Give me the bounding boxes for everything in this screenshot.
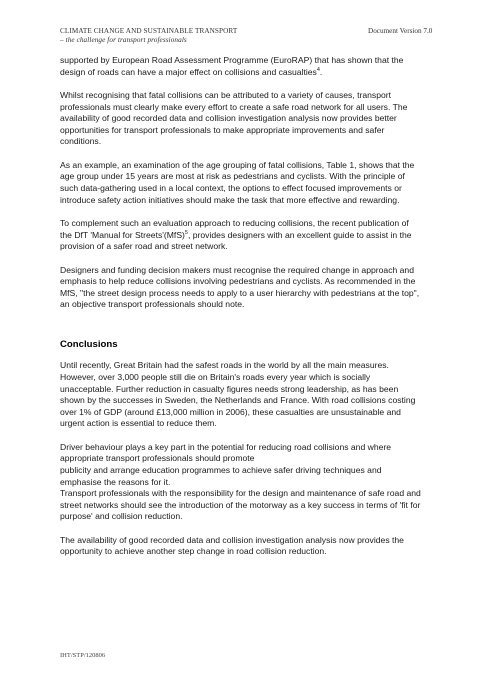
paragraph: supported by European Road Assessment Programme (EuroRAP) that has shown that the design of roads can have a major effect on collisions and casualties$^4$. [60,55,404,77]
paragraph: Driver behaviour plays a key part in the potential for reducing road collisions and where appropriate transport professionals should promote [60,441,392,464]
paragraph: The availability of good recorded data and collision investigation analysis now provides the opportunity to achieve another step change in road collision reduction. [60,534,404,557]
paragraph: To complement such an evaluation approach to reducing collisions, the recent publication of the DfT 'Manual for Streets'(MfS)$^5$, provides designers with an excellent guide to assist in the provision of a safer road and street network. [60,217,412,252]
paragraph: Whilst recognising that fatal collisions can be attributed to a variety of causes, transport professionals must clearly make every effort to create a safe road network for all users. The availability of good recorded data and collision investigation analysis now provides better opportunities for transport professionals to make appropriate improvements and safer conditions. [60,89,408,147]
header-subtitle: – the challenge for transport professionals [60,36,187,44]
paragraph: Designers and funding decision makers must recognise the required change in approach and emphasis to help reduce collisions involving pedestrians and cyclists. As recommended in the MfS, "the street design process needs to apply to a user hierarchy with pedestrians at the top", an objective transport professionals should note. [60,264,420,310]
paragraph: Transport professionals with the responsibility for the design and maintenance of safe road and street networks should see the introduction of the motorway as a key success in terms of 'fit for purpose' and collision reduction. [60,488,421,522]
document-body [60,55,422,570]
paragraph: Until recently, Great Britain had the safest roads in the world by all the main measures. However, over 3,000 people still die on Britain's roads every year which is socially unacceptable. Further reduction in casualty figures needs strong leadership, as has been shown by the successes in Sweden, the Netherlands and France. With road collisions costing over 1% of GDP (around £13,000 million in 2006), these casualties are unsustainable and urgent action is essential to reduce them. [60,360,416,429]
footnote-ref: 5 [184,229,188,236]
footnote-ref: 4 [316,66,320,73]
paragraph: publicity and arrange education programmes to achieve safer driving techniques and emphasise the reasons for it. [60,465,382,487]
document-version: Document Version 7.0 [368,27,433,35]
document-header [60,27,237,45]
section-heading: Conclusions [60,338,118,350]
document-footer: IHT/STP/120806 [60,652,106,659]
header-title: CLIMATE CHANGE AND SUSTAINABLE TRANSPORT [60,27,238,35]
paragraph: As an example, an examination of the age grouping of fatal collisions, Table 1, shows that the age group under 15 years are most at risk as pedestrians and cyclists. With the principle of such data-gathering used in a local context, the options to effect focused improvements or introduce safety action initiatives should make the task that more effective and rewarding. [60,159,415,205]
